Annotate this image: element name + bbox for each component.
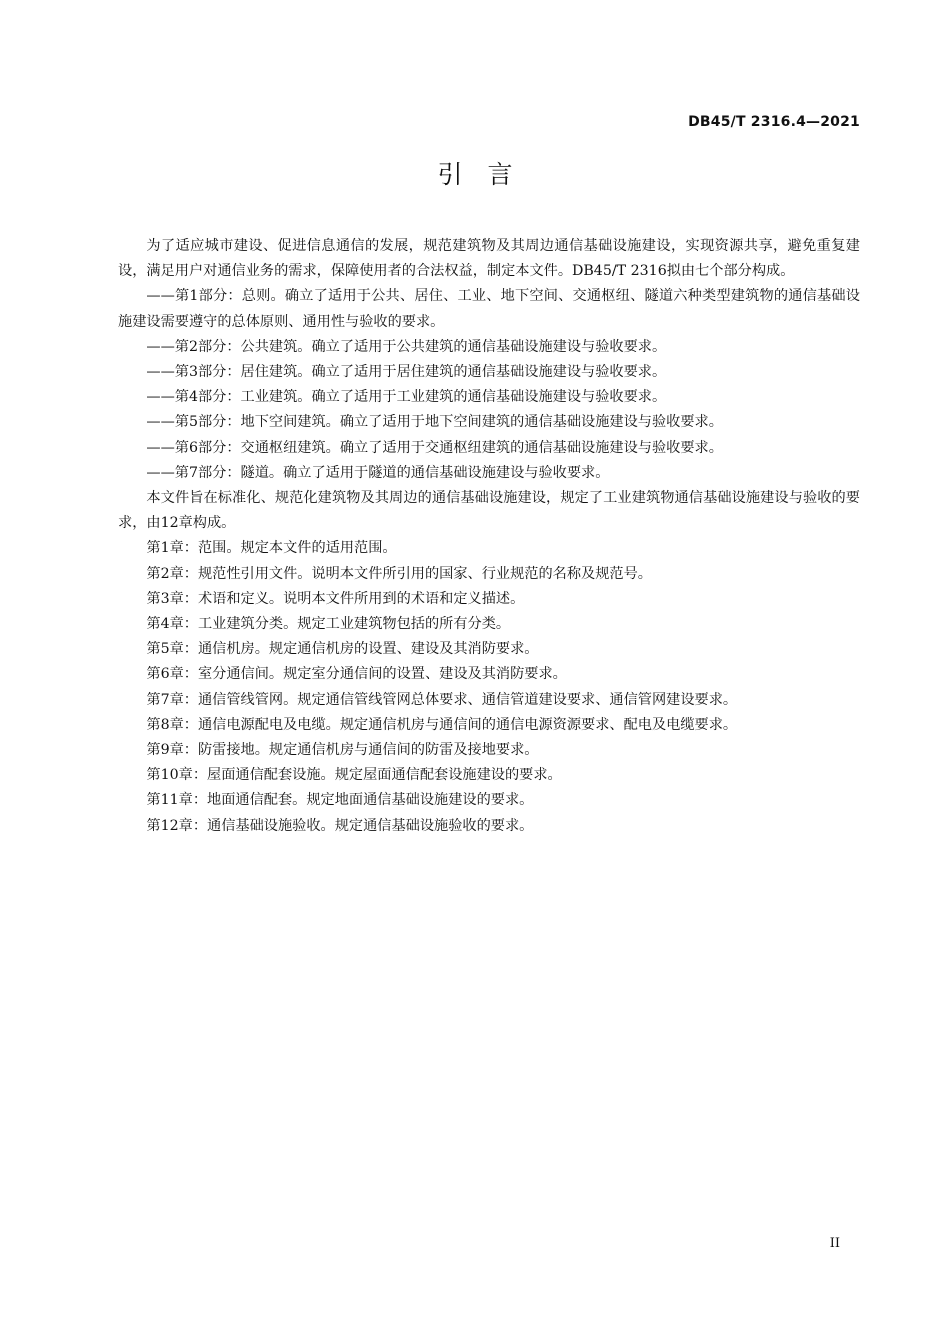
chapter-1-item: 第1章：范围。规定本文件的适用范围。 <box>146 540 397 557</box>
part-4-item: ——第4部分：工业建筑。确立了适用于工业建筑的通信基础设施建设与验收要求。 <box>146 389 667 406</box>
part-5-item: ——第5部分：地下空间建筑。确立了适用于地下空间建筑的通信基础设施建设与验收要求。 <box>146 414 723 431</box>
chapter-8-item: 第8章：通信电源配电及电缆。规定通信机房与通信间的通信电源资源要求、配电及电缆要求。 <box>146 716 738 733</box>
purpose-paragraph: 本文件旨在标准化、规范化建筑物及其周边的通信基础设施建设，规定了工业建筑物通信基础设施建设与验收的要求，由12章构成。 <box>118 490 860 532</box>
part-1-item: ——第1部分：总则。确立了适用于公共、居住、工业、地下空间、交通枢纽、隧道六种类型建筑物的通信基础设施建设需要遵守的总体原则、通用性与验收的要求。 <box>118 288 860 330</box>
chapter-4-item: 第4章：工业建筑分类。规定工业建筑物包括的所有分类。 <box>146 616 511 633</box>
part-2-item: ——第2部分：公共建筑。确立了适用于公共建筑的通信基础设施建设与验收要求。 <box>146 338 667 355</box>
page-title: 引 言 <box>437 160 513 189</box>
chapter-5-item: 第5章：通信机房。规定通信机房的设置、建设及其消防要求。 <box>146 641 539 658</box>
page-number: II <box>829 1236 840 1251</box>
chapter-11-item: 第11章：地面通信配套。规定地面通信基础设施建设的要求。 <box>146 792 534 809</box>
chapter-2-item: 第2章：规范性引用文件。说明本文件所引用的国家、行业规范的名称及规范号。 <box>146 565 652 582</box>
chapter-7-item: 第7章：通信管线管网。规定通信管线管网总体要求、通信管道建设要求、通信管网建设要求。 <box>146 691 738 708</box>
intro-paragraph: 为了适应城市建设、促进信息通信的发展，规范建筑物及其周边通信基础设施建设，实现资源共享，避免重复建设，满足用户对通信业务的需求，保障使用者的合法权益，制定本文件。DB45/T 2316拟由七个部分构成。 <box>118 238 860 280</box>
chapter-10-item: 第10章：屋面通信配套设施。规定屋面通信配套设施建设的要求。 <box>146 767 562 784</box>
body-text <box>118 234 860 839</box>
part-6-item: ——第6部分：交通枢纽建筑。确立了适用于交通枢纽建筑的通信基础设施建设与验收要求。 <box>146 439 723 456</box>
part-3-item: ——第3部分：居住建筑。确立了适用于居住建筑的通信基础设施建设与验收要求。 <box>146 364 667 381</box>
chapter-12-item: 第12章：通信基础设施验收。规定通信基础设施验收的要求。 <box>146 817 534 834</box>
chapter-6-item: 第6章：室分通信间。规定室分通信间的设置、建设及其消防要求。 <box>146 666 567 683</box>
chapter-9-item: 第9章：防雷接地。规定通信机房与通信间的防雷及接地要求。 <box>146 742 539 759</box>
chapter-3-item: 第3章：术语和定义。说明本文件所用到的术语和定义描述。 <box>146 590 525 607</box>
part-7-item: ——第7部分：隧道。确立了适用于隧道的通信基础设施建设与验收要求。 <box>146 464 610 481</box>
document-code: DB45/T 2316.4—2021 <box>688 114 860 130</box>
